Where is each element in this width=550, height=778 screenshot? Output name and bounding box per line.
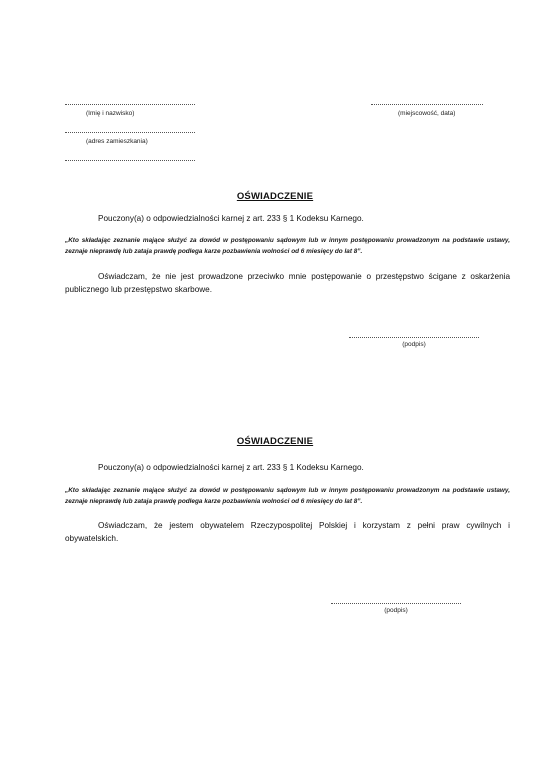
address-line-2 bbox=[65, 160, 195, 161]
signature-2-line bbox=[331, 603, 461, 604]
place-date-label: (miejscowość, data) bbox=[398, 110, 456, 117]
declaration-1-title: OŚWIADCZENIE bbox=[236, 191, 314, 202]
address-line bbox=[65, 132, 195, 133]
address-label: (adres zamieszkania) bbox=[86, 138, 148, 145]
declaration-2-statement: Oświadczam, że jestem obywatelem Rzeczypospolitej Polskiej i korzystam z pełni praw cywilnych i obywatelskich. bbox=[65, 521, 510, 543]
name-label: (Imię i nazwisko) bbox=[86, 110, 135, 117]
declaration-1-quote: „Kto składając zeznanie mające służyć za dowód w postępowaniu sądowym lub w innym postępowaniu prowadzonym na podstawie ustawy, zeznaje nieprawdę lub zataja prawdę podlega karze pozbawienia wolności od 6 miesięcy do lat 8”. bbox=[65, 237, 510, 255]
declaration-2-title: OŚWIADCZENIE bbox=[236, 436, 314, 447]
signature-1-line bbox=[349, 337, 479, 338]
declaration-1-instructed: Pouczony(a) o odpowiedzialności karnej z art. 233 § 1 Kodeksu Karnego. bbox=[98, 214, 364, 223]
signature-2-label: (podpis) bbox=[384, 607, 408, 614]
declaration-1-statement: Oświadczam, że nie jest prowadzone przeciwko mnie postępowanie o przestępstwo ścigane z oskarżenia publicznego lub przestępstwo skarbowe. bbox=[65, 272, 510, 294]
declaration-2-quote: „Kto składając zeznanie mające służyć za dowód w postępowaniu sądowym lub w innym postępowaniu prowadzonym na podstawie ustawy, zeznaje nieprawdę lub zataja prawdę podlega karze pozbawienia wolności od 6 miesięcy do lat 8”. bbox=[65, 487, 510, 505]
declaration-2-instructed: Pouczony(a) o odpowiedzialności karnej z art. 233 § 1 Kodeksu Karnego. bbox=[98, 463, 364, 472]
place-date-line bbox=[371, 104, 483, 105]
signature-1-label: (podpis) bbox=[402, 341, 426, 348]
name-line bbox=[65, 104, 195, 105]
